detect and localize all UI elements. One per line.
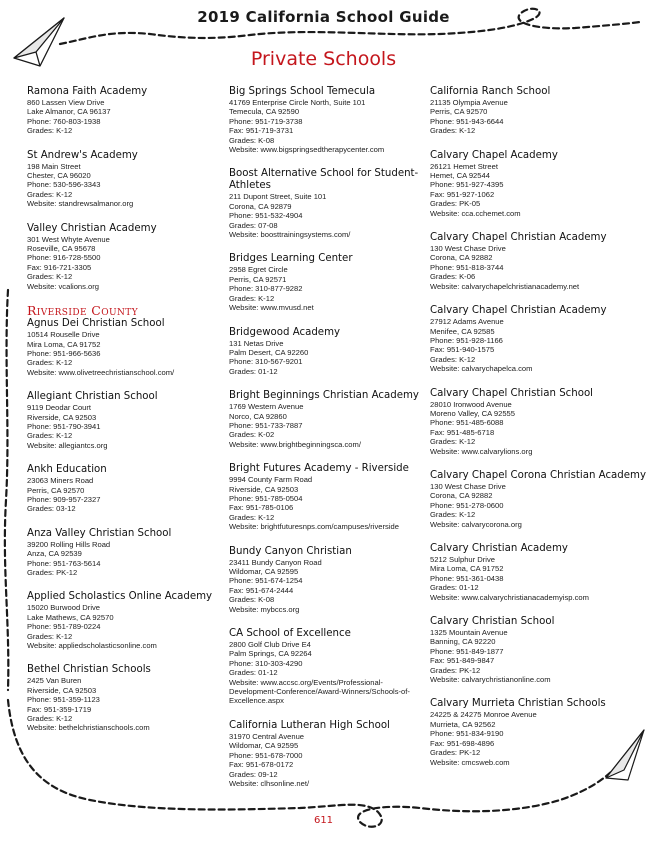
school-name: Boost Alternative School for Student-Athletes xyxy=(229,168,419,192)
school-detail-line: Anza, CA 92539 xyxy=(27,549,82,559)
school-detail-line: Lake Almanor, CA 96137 xyxy=(27,107,111,117)
school-entry xyxy=(430,305,630,373)
school-name: CA School of Excellence xyxy=(229,628,351,640)
school-website-link[interactable]: Website: calvarychapelchristianacademy.net xyxy=(430,281,580,291)
school-name: Bright Beginnings Christian Academy xyxy=(229,390,419,402)
school-detail-line: Fax: 951-678-0172 xyxy=(229,760,294,770)
school-detail-line: Phone: 951-943-6644 xyxy=(430,116,504,126)
school-website-link[interactable]: Website: calvarychapelca.com xyxy=(430,364,533,374)
school-detail-line: 39200 Rolling Hills Road xyxy=(27,539,111,549)
school-entry xyxy=(229,463,429,531)
school-detail-line: Phone: 310-877-9282 xyxy=(229,284,303,294)
school-name: Bundy Canyon Christian xyxy=(229,545,352,557)
school-detail-line: 9119 Deodar Court xyxy=(27,403,92,413)
school-name: Calvary Christian School xyxy=(430,616,555,628)
school-detail-line: Norco, CA 92860 xyxy=(229,411,287,421)
school-name: Calvary Chapel Academy xyxy=(430,149,558,161)
school-detail-line: Riverside, CA 92503 xyxy=(27,412,97,422)
school-detail-line: Phone: 951-674-1254 xyxy=(229,576,303,586)
school-detail-line: 198 Main Street xyxy=(27,161,81,171)
school-name: Calvary Chapel Corona Christian Academy xyxy=(430,469,646,481)
school-name: Agnus Dei Christian School xyxy=(27,318,165,330)
school-website-link[interactable]: Website: appliedscholasticsonline.com xyxy=(27,641,157,651)
school-entry xyxy=(27,591,227,650)
school-entry xyxy=(27,86,227,136)
school-entry xyxy=(430,698,630,766)
school-detail-line: Fax: 951-719-3731 xyxy=(229,126,294,136)
school-name: St Andrew's Academy xyxy=(27,149,138,161)
school-name: Calvary Chapel Christian Academy xyxy=(430,305,607,317)
school-detail-line: 130 West Chase Drive xyxy=(430,481,506,491)
school-detail-line: 301 West Whyte Avenue xyxy=(27,234,110,244)
school-name: Allegiant Christian School xyxy=(27,391,158,403)
school-detail-line: 9994 County Farm Road xyxy=(229,475,313,485)
school-detail-line: Phone: 951-966-5636 xyxy=(27,348,101,358)
school-entry xyxy=(229,720,429,788)
school-detail-line: Grades: K-12 xyxy=(27,272,73,282)
school-entry xyxy=(27,664,227,732)
school-detail-line: Perris, CA 92571 xyxy=(229,274,287,284)
school-detail-line: Grades: PK-12 xyxy=(430,665,481,675)
school-name: Bethel Christian Schools xyxy=(27,664,151,676)
school-column-1 xyxy=(27,86,227,747)
school-website-link[interactable]: Website: calvarycorona.org xyxy=(430,519,522,529)
school-detail-line: Temecula, CA 92590 xyxy=(229,107,300,117)
school-name: Ankh Education xyxy=(27,464,107,476)
school-detail-line: Menifee, CA 92585 xyxy=(430,326,495,336)
school-website-link[interactable]: Website: calvarychristianonline.com xyxy=(430,675,551,685)
school-detail-line: Grades: K-12 xyxy=(27,431,73,441)
school-detail-line: Grades: 01-12 xyxy=(229,668,278,678)
school-name: Ramona Faith Academy xyxy=(27,86,148,97)
school-detail-line: 31970 Central Avenue xyxy=(229,731,305,741)
school-name: Bridgewood Academy xyxy=(229,326,341,338)
school-detail-line: Phone: 916-728-5500 xyxy=(27,253,101,263)
school-website-link[interactable]: Website: clhsonline.net/ xyxy=(229,778,310,788)
school-name: Calvary Chapel Christian School xyxy=(430,387,594,399)
school-detail-line: Phone: 951-790-3941 xyxy=(27,421,101,431)
school-name: Calvary Christian Academy xyxy=(430,543,568,554)
school-detail-line: Grades: K-12 xyxy=(27,714,73,724)
school-detail-line: Grades: K-12 xyxy=(229,512,275,522)
school-column-2 xyxy=(229,86,429,802)
school-website-link[interactable]: Website: mybccs.org xyxy=(229,604,300,614)
school-website-link[interactable]: Website: bethelchristianschools.com xyxy=(27,723,150,733)
school-name: Applied Scholastics Online Academy xyxy=(27,591,213,603)
school-entry xyxy=(27,223,227,291)
school-detail-line: Murrieta, CA 92562 xyxy=(430,719,496,729)
school-detail-line: Grades: K-12 xyxy=(229,293,275,303)
school-website-link[interactable]: Website: www.accsc.org/Events/Professional- xyxy=(229,677,383,687)
school-detail-line: 211 Dupont Street, Suite 101 xyxy=(229,192,327,202)
school-detail-line: 5212 Sulphur Drive xyxy=(430,555,496,564)
school-detail-line: Phone: 951-834-9190 xyxy=(430,729,504,739)
school-detail-line: Grades: 07-08 xyxy=(229,220,278,230)
page-number: 611 xyxy=(313,815,334,826)
school-name: Bridges Learning Center xyxy=(229,253,353,265)
school-name: Big Springs School Temecula xyxy=(229,86,376,97)
school-detail-line: Moreno Valley, CA 92555 xyxy=(430,408,515,418)
school-detail-line: 2425 Van Buren xyxy=(27,676,82,686)
school-detail-line: Grades: K-12 xyxy=(27,189,73,199)
school-detail-line: Phone: 951-719-3738 xyxy=(229,116,303,126)
school-detail-line: Grades: 01-12 xyxy=(430,583,479,593)
school-detail-line: Phone: 951-818-3744 xyxy=(430,262,504,272)
school-entry xyxy=(229,546,429,614)
school-entry xyxy=(229,86,429,154)
school-website-link[interactable]: Website: www.calvarylions.org xyxy=(430,446,533,456)
school-detail-line: 10514 Rouselle Drive xyxy=(27,330,100,340)
school-detail-line: Grades: K-12 xyxy=(430,510,476,520)
school-detail-line: Grades: K-12 xyxy=(430,437,476,447)
school-name: Valley Christian Academy xyxy=(27,222,157,234)
school-detail-line: 2958 Egret Circle xyxy=(229,265,288,275)
school-website-link[interactable]: Website: boosttrainingsystems.com/ xyxy=(229,230,351,240)
school-detail-line: Phone: 530-596-3343 xyxy=(27,180,101,190)
school-detail-line: 23411 Bundy Canyon Road xyxy=(229,557,322,567)
school-website-link[interactable]: Website: www.mvusd.net xyxy=(229,303,314,313)
school-website-link[interactable]: Website: www.bigspringsedtherapycenter.com xyxy=(229,145,385,155)
school-website-link[interactable]: Website: www.olivetreechristianschool.com/ xyxy=(27,367,175,377)
school-entry xyxy=(430,388,630,456)
county-heading: Riverside County xyxy=(27,303,139,319)
school-detail-line: Grades: PK-05 xyxy=(430,199,481,209)
school-detail-line: 28010 Ironwood Avenue xyxy=(430,399,512,409)
school-detail-line: 23063 Miners Road xyxy=(27,476,94,486)
school-entry xyxy=(430,543,630,602)
school-detail-line: Grades: PK-12 xyxy=(430,748,481,758)
school-detail-line: Phone: 951-733-7887 xyxy=(229,420,303,430)
school-entry xyxy=(430,616,630,684)
school-website-link[interactable]: Website: www.calvarychristianacademyisp.com xyxy=(430,592,589,602)
school-entry xyxy=(430,150,630,218)
school-detail-line: Grades: K-02 xyxy=(229,430,275,440)
school-detail-line: 26121 Hemet Street xyxy=(430,161,498,171)
school-detail-line: Grades: K-12 xyxy=(27,126,73,136)
school-detail-line: Grades: K-12 xyxy=(430,354,476,364)
school-website-link[interactable]: Excellence.aspx xyxy=(229,696,284,706)
school-website-link[interactable]: Website: vcalions.org xyxy=(27,281,100,291)
school-detail-line: Fax: 951-674-2444 xyxy=(229,585,294,595)
school-detail-line: Hemet, CA 92544 xyxy=(430,171,490,181)
school-detail-line: Riverside, CA 92503 xyxy=(229,484,299,494)
school-detail-line: Palm Springs, CA 92264 xyxy=(229,649,312,659)
school-detail-line: Phone: 951-928-1166 xyxy=(430,335,503,345)
school-detail-line: Roseville, CA 95678 xyxy=(27,244,96,254)
school-detail-line: Riverside, CA 92503 xyxy=(27,685,97,695)
school-detail-line: Grades: K-06 xyxy=(430,272,476,282)
school-detail-line: Mira Loma, CA 91752 xyxy=(27,339,101,349)
school-entry xyxy=(27,464,227,514)
school-detail-line: Fax: 951-359-1719 xyxy=(27,704,92,714)
school-detail-line: Grades: K-08 xyxy=(229,595,275,605)
school-detail-line: Grades: PK-12 xyxy=(27,568,78,577)
school-detail-line: Fax: 951-927-1062 xyxy=(430,189,495,199)
school-detail-line: Phone: 951-849-1877 xyxy=(430,646,504,656)
school-detail-line: Perris, CA 92570 xyxy=(27,485,85,495)
school-detail-line: Corona, CA 92882 xyxy=(430,491,493,501)
school-detail-line: Fax: 951-485-6718 xyxy=(430,427,495,437)
school-detail-line: Phone: 760-803-1938 xyxy=(27,116,101,126)
school-entry xyxy=(27,528,227,578)
school-column-3 xyxy=(430,86,646,781)
school-detail-line: 41769 Enterprise Circle North, Suite 101 xyxy=(229,98,366,107)
school-detail-line: 860 Lassen View Drive xyxy=(27,98,105,107)
school-entry xyxy=(27,391,227,450)
school-detail-line: Grades: K-08 xyxy=(229,135,275,145)
school-detail-line: Banning, CA 92220 xyxy=(430,637,496,647)
school-detail-line: Phone: 909-957-2327 xyxy=(27,494,101,504)
school-name: Anza Valley Christian School xyxy=(27,527,172,539)
school-entry xyxy=(27,318,227,377)
school-detail-line: 27912 Adams Avenue xyxy=(430,317,504,327)
school-website-link[interactable]: Website: cmcsweb.com xyxy=(430,757,510,767)
school-detail-line: Phone: 951-278-0600 xyxy=(430,500,504,510)
school-detail-line: Lake Mathews, CA 92570 xyxy=(27,612,114,622)
school-detail-line: Grades: K-12 xyxy=(27,358,73,368)
school-detail-line: 1325 Mountain Avenue xyxy=(430,628,508,638)
school-detail-line: Grades: 09-12 xyxy=(229,769,278,779)
school-detail-line: Phone: 951-678-7000 xyxy=(229,750,303,760)
school-detail-line: Fax: 951-849-9847 xyxy=(430,656,495,666)
school-detail-line: Palm Desert, CA 92260 xyxy=(229,347,309,357)
school-name: Bright Futures Academy - Riverside xyxy=(229,463,409,475)
school-detail-line: Wildomar, CA 92595 xyxy=(229,741,299,751)
school-detail-line: Phone: 951-785-0504 xyxy=(229,493,303,503)
school-detail-line: Fax: 951-698-4896 xyxy=(430,738,495,748)
school-entry xyxy=(229,168,429,239)
school-entry xyxy=(430,469,646,529)
school-detail-line: Corona, CA 92882 xyxy=(430,253,493,263)
school-detail-line: Perris, CA 92570 xyxy=(430,107,488,117)
school-detail-line: 15020 Burwood Drive xyxy=(27,603,101,613)
school-name: Calvary Chapel Christian Academy xyxy=(430,232,607,244)
school-name: Calvary Murrieta Christian Schools xyxy=(430,698,606,710)
school-entry xyxy=(229,628,429,706)
school-entry xyxy=(27,150,227,209)
school-detail-line: Phone: 310-303-4290 xyxy=(229,658,303,668)
school-entry xyxy=(229,327,429,377)
school-detail-line: Corona, CA 92879 xyxy=(229,201,292,211)
school-website-link[interactable]: Website: standrewsalmanor.org xyxy=(27,199,134,209)
school-detail-line: Fax: 916-721-3305 xyxy=(27,262,92,272)
school-detail-line: 131 Netas Drive xyxy=(229,338,284,348)
school-detail-line: Grades: 01-12 xyxy=(229,366,278,376)
school-name: California Ranch School xyxy=(430,86,551,97)
school-detail-line: Phone: 951-927-4395 xyxy=(430,180,504,190)
school-website-link[interactable]: Website: allegiantcs.org xyxy=(27,440,108,450)
school-detail-line: Phone: 310-567-9201 xyxy=(229,357,303,367)
school-detail-line: Fax: 951-785-0106 xyxy=(229,503,294,513)
school-website-link[interactable]: Website: cca.cchemet.com xyxy=(430,208,521,218)
school-detail-line: Phone: 951-789-0224 xyxy=(27,622,101,632)
school-detail-line: Chester, CA 96020 xyxy=(27,171,91,181)
school-detail-line: Phone: 951-361-0438 xyxy=(430,573,504,583)
school-website-link[interactable]: Development-Conference/Award-Winners/Schools-of- xyxy=(229,687,410,697)
school-detail-line: 130 West Chase Drive xyxy=(430,244,506,254)
school-detail-line: Grades: 03-12 xyxy=(27,504,76,514)
school-detail-line: Grades: K-12 xyxy=(430,126,476,136)
school-detail-line: Wildomar, CA 92595 xyxy=(229,567,299,576)
school-entry xyxy=(430,86,630,136)
school-name: California Lutheran High School xyxy=(229,719,390,731)
school-detail-line: Fax: 951-940-1575 xyxy=(430,345,495,355)
school-entry xyxy=(229,390,429,449)
school-detail-line: Grades: K-12 xyxy=(27,631,73,641)
school-detail-line: 24225 & 24275 Monroe Avenue xyxy=(430,710,537,720)
school-entry xyxy=(229,253,429,312)
section-title: Private Schools xyxy=(250,48,397,70)
school-detail-line: Phone: 951-359-1123 xyxy=(27,695,100,705)
school-detail-line: Phone: 951-485-6088 xyxy=(430,418,504,428)
school-entry xyxy=(430,232,630,291)
school-detail-line: 2800 Golf Club Drive E4 xyxy=(229,640,311,650)
school-website-link[interactable]: Website: www.brightbeginningsca.com/ xyxy=(229,439,361,449)
guide-title: 2019 California School Guide xyxy=(197,8,450,26)
school-website-link[interactable]: Website: brightfuturesnps.com/campuses/riverside xyxy=(229,522,399,532)
school-detail-line: Phone: 951-532-4904 xyxy=(229,211,303,221)
school-detail-line: 1769 Western Avenue xyxy=(229,402,304,412)
school-detail-line: Mira Loma, CA 91752 xyxy=(430,564,504,574)
school-detail-line: Phone: 951-763-5614 xyxy=(27,558,101,568)
school-detail-line: 21135 Olympia Avenue xyxy=(430,98,508,107)
